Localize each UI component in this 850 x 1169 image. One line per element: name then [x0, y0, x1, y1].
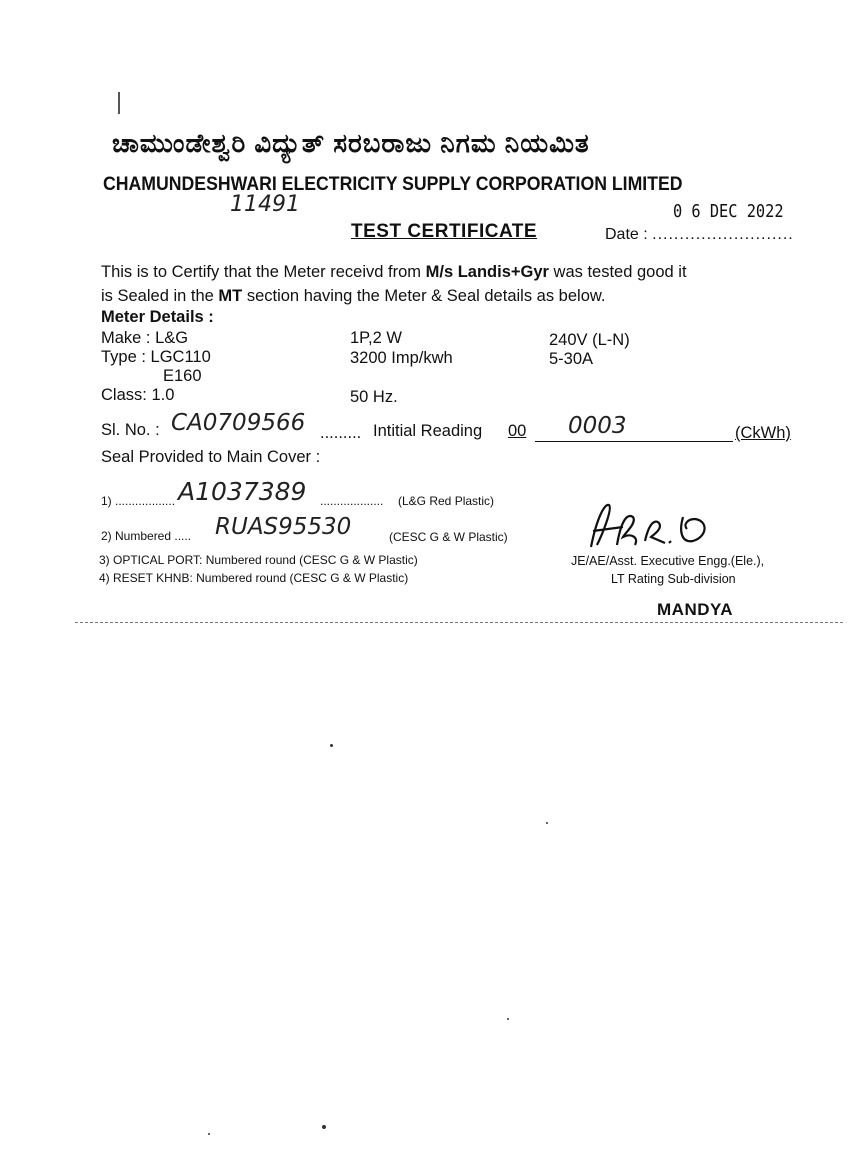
signatory-designation: JE/AE/Asst. Executive Engg.(Ele.),: [571, 554, 765, 568]
initial-reading-handwritten: 0003: [568, 413, 627, 439]
initial-reading-prefix: 00: [508, 422, 527, 440]
seal-item-1-dots-pre: ..................: [115, 494, 176, 508]
seal-item-2-label: 2) Numbered: [101, 529, 175, 543]
scan-speck: [330, 744, 333, 747]
stamped-date: 0 6 DEC 2022: [673, 201, 784, 222]
voltage-value: 240V (L-N): [549, 331, 630, 349]
make-row: [101, 329, 188, 348]
seal-item-3: 3) OPTICAL PORT: Numbered round (CESC G & W Plastic): [99, 553, 418, 567]
make-label: Make :: [101, 329, 156, 347]
date-label: Date :: [605, 226, 648, 243]
intro-line-2-pre: is Sealed in the: [101, 287, 219, 305]
serial-dots: .........: [320, 424, 362, 442]
type-label: Type :: [101, 348, 151, 366]
intro-line-2-post: section having the Meter & Seal details as below.: [242, 287, 606, 305]
signatory-location: MANDYA: [657, 600, 734, 619]
type-value: LGC110: [150, 348, 211, 366]
seal-item-1-dots-post: ...................: [320, 494, 384, 508]
current-rating: 5-30A: [549, 350, 594, 368]
company-name: CHAMUNDESHWARI ELECTRICITY SUPPLY CORPORATION LIMITED: [103, 174, 683, 195]
intro-line-1-pre: This is to Certify that the Meter receivd from: [101, 263, 426, 281]
section-name: MT: [218, 287, 243, 305]
seal-item-1-number: 1): [101, 494, 116, 508]
scan-speck: [546, 822, 548, 824]
seal-item-1: [101, 494, 175, 508]
frequency-value: 50 Hz.: [350, 388, 398, 406]
class-value: 1.0: [151, 386, 175, 404]
phase-value: 1P,2 W: [350, 329, 402, 347]
signature-image: [583, 497, 723, 553]
reading-underline: [535, 441, 733, 442]
intro-line-2: [101, 287, 605, 306]
date-field: [605, 226, 794, 244]
certificate-title: TEST CERTIFICATE: [351, 221, 538, 242]
scan-speck: [507, 1018, 509, 1020]
seal-item-4: 4) RESET KHNB: Numbered round (CESC G & W Plastic): [99, 571, 409, 585]
date-dots: ..........................: [652, 226, 794, 243]
meter-constant: 3200 Imp/kwh: [350, 349, 453, 367]
seal-item-2-dots: .....: [174, 529, 192, 543]
type-value-2: E160: [163, 367, 202, 385]
scan-mark: [118, 92, 120, 114]
reading-unit: (CkWh): [735, 424, 791, 442]
seal-heading: Seal Provided to Main Cover :: [101, 448, 321, 466]
make-value: L&G: [155, 329, 189, 347]
seal-item-2-handwritten: RUAS95530: [215, 514, 352, 540]
supplier-name: M/s Landis+Gyr: [425, 263, 549, 281]
serial-number-label: Sl. No. :: [101, 421, 160, 439]
type-row: [101, 348, 211, 367]
seal-item-2-description: (CESC G & W Plastic): [389, 530, 508, 544]
seal-item-2: [101, 529, 191, 543]
class-row: [101, 386, 174, 405]
initial-reading-label: Intitial Reading: [373, 422, 483, 440]
intro-line-1-post: was tested good it: [548, 263, 687, 281]
scan-speck: [322, 1125, 326, 1129]
seal-item-1-description: (L&G Red Plastic): [398, 494, 495, 508]
scan-speck: [208, 1133, 210, 1135]
intro-line-1: [101, 263, 687, 282]
class-label: Class:: [101, 386, 152, 404]
signatory-division: LT Rating Sub-division: [611, 572, 736, 586]
serial-number-handwritten: CA0709566: [171, 410, 306, 436]
kannada-title: ಚಾಮುಂಡೇಶ್ವರಿ ವಿದ್ಯುತ್ ಸರಬರಾಜು ನಿಗಮ ನಿಯಮಿತ: [112, 128, 590, 158]
meter-details-heading: Meter Details :: [101, 308, 214, 326]
handwritten-reference-number: 11491: [230, 192, 300, 217]
seal-item-1-handwritten: A1037389: [178, 477, 307, 506]
